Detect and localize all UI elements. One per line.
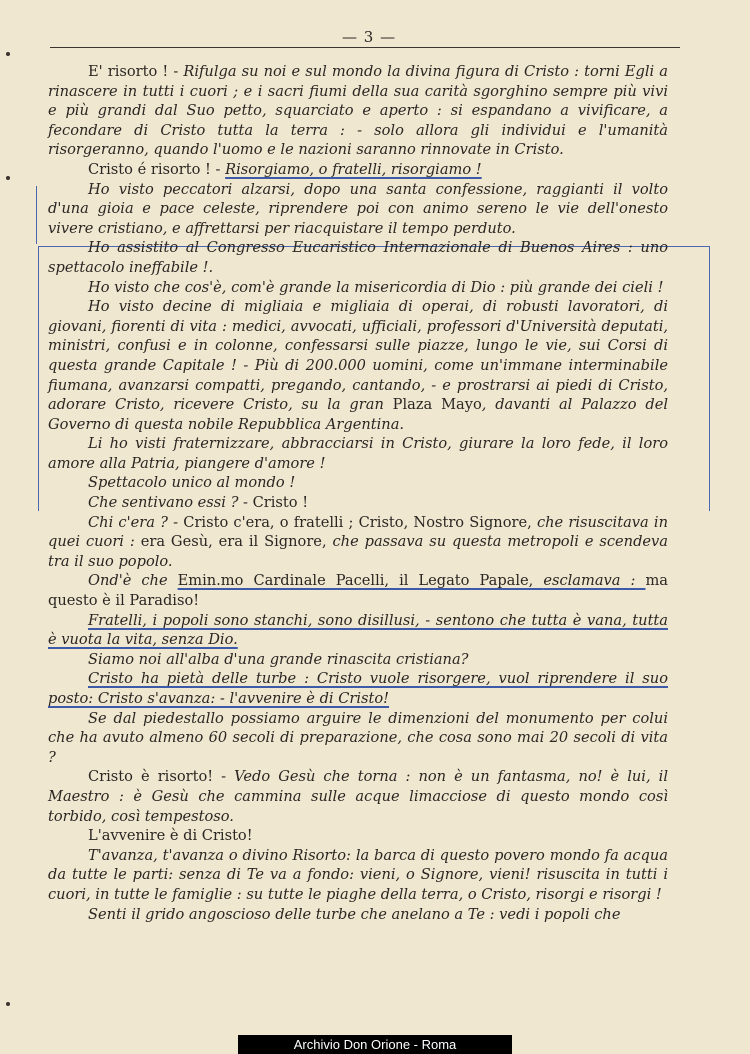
text-run: Emin.mo Cardinale Pacelli, il Legato Papale, (177, 572, 544, 590)
paragraph (48, 160, 668, 180)
paragraph: Ho visto peccatori alzarsi, dopo una santa confessione, raggianti il volto d'una gioia e pace celeste, riprendere poi con animo sereno le vie dell'onesto vivere cristiano, e affrettarsi per riacquistare il tempo perduto. (48, 180, 668, 237)
text-run: Ho visto decine di migliaia e migliaia di operai, di robusti lavoratori, di giovani, fiorenti di vita : medici, avvocati, ufficiali, professori d'Università deputati, ministri, confusi e in colonne, confessarsi sulle piazze, lungo le vie, sui Corsi di questa grande Capitale ! - Più di 200.000 uomini, come un'immane interminabile fiumana, avanzarsi compatti, pregando, cantando, - e prostrarsi ai piedi di Cristo, adorare Cristo, ricevere Cristo, su la gran (48, 298, 668, 414)
margin-mark (6, 176, 10, 180)
margin-mark (6, 1002, 10, 1006)
paragraph: Senti il grido angoscioso delle turbe che anelano a Te : vedi i popoli che (88, 905, 621, 923)
paragraph: Spettacolo unico al mondo ! (88, 474, 296, 492)
paragraph: T'avanza, t'avanza o divino Risorto: la barca di questo povero mondo fa acqua da tutte le parti: senza di Te va a fondo: vieni, o Signore, vieni! risuscita in tutti i cuori, in tutte le famiglie : su tutte le piaghe della terra, o Cristo, risorgi e risorgi ! (48, 846, 668, 903)
body-text (48, 62, 668, 924)
text-run: Rifulga su noi e sul mondo la divina figura di Cristo : torni Egli a rinascere in tutti i cuori ; e i sacri fiumi della sua carità sgorghino sempre più vivi e più grandi dal Suo petto, squarciato e aperto : si espandano a vivificare, a fecondare di Cristo tutta la terra : - solo allora gli individui e l'umanità risorgeranno, quando l'uomo e le nazioni saranno rinnovate in Cristo. (48, 63, 669, 159)
text-run: E' risorto ! - (88, 63, 184, 80)
paragraph (48, 513, 668, 572)
text-run: , davanti al Palazzo del Governo di questa nobile Repubblica Argentina. (48, 396, 669, 433)
margin-mark (6, 52, 10, 56)
page-number: — 3 — (342, 28, 397, 46)
paragraph (48, 571, 668, 610)
text-run: ma questo è il Paradiso! (48, 572, 668, 610)
text-run: esclamava : (543, 572, 646, 590)
text-run: Ond'è che (88, 572, 178, 590)
text-run: Vedo Gesù che torna : non è un fantasma, no! è lui, il Maestro : è Gesù che cammina sulle acque limacciose di questo mondo così torbido, così tempestoso. (48, 768, 669, 825)
text-run: Cristo ! (252, 494, 309, 512)
paragraph: Siamo noi all'alba d'una grande rinascita cristiana? (88, 650, 469, 668)
text-run: che risuscitava in quei cuori : (48, 513, 668, 551)
paragraph (48, 493, 668, 513)
paragraph: Li ho visti fraternizzare, abbracciarsi in Cristo, giurare la loro fede, il loro amore alla Patria, piangere d'amore ! (48, 435, 668, 472)
text-run: Risorgiamo, o fratelli, risorgiamo ! (225, 160, 482, 178)
paragraph: Se dal piedestallo possiamo arguire le dimenzioni del monumento per colui che ha avuto almeno 60 secoli di preparazione, che cosa sono mai 20 secoli di vita ? (48, 709, 668, 766)
text-run: Cristo è risorto! - (88, 768, 235, 786)
paragraph: L'avvenire è di Cristo! (88, 827, 253, 845)
text-run: Chi c'era ? - (88, 513, 184, 531)
paragraph: Ho assistito al Congresso Eucaristico Internazionale di Buenos Aires : uno spettacolo ineffabile !. (48, 239, 668, 276)
paragraph (48, 62, 668, 160)
paragraph (48, 297, 668, 434)
text-run: Che sentivano essi ? - (88, 494, 253, 512)
handwritten-bracket (36, 186, 45, 244)
paragraph (48, 767, 668, 826)
text-run: Cristo é risorto ! - (88, 160, 226, 178)
text-run: che passava su questa metropoli e scendeva tra il suo popolo. (48, 533, 668, 570)
header-rule (50, 47, 680, 48)
paragraph: Ho visto che cos'è, com'è grande la misericordia di Dio : più grande dei cieli ! (88, 278, 664, 296)
archive-label: Archivio Don Orione - Roma (238, 1035, 512, 1054)
text-run: Cristo c'era, o fratelli ; Cristo, Nostro Signore, (183, 513, 537, 531)
text-run: era Gesù, era il Signore, (140, 533, 333, 551)
paragraph: Fratelli, i popoli sono stanchi, sono disillusi, - sentono che tutta è vana, tutta è vuota la vita, senza Dio. (48, 611, 668, 649)
text-run: Plaza Mayo (392, 396, 482, 414)
paragraph: Cristo ha pietà delle turbe : Cristo vuole risorgere, vuol riprendere il suo posto: Cristo s'avanza: - l'avvenire è di Cristo! (48, 670, 668, 707)
